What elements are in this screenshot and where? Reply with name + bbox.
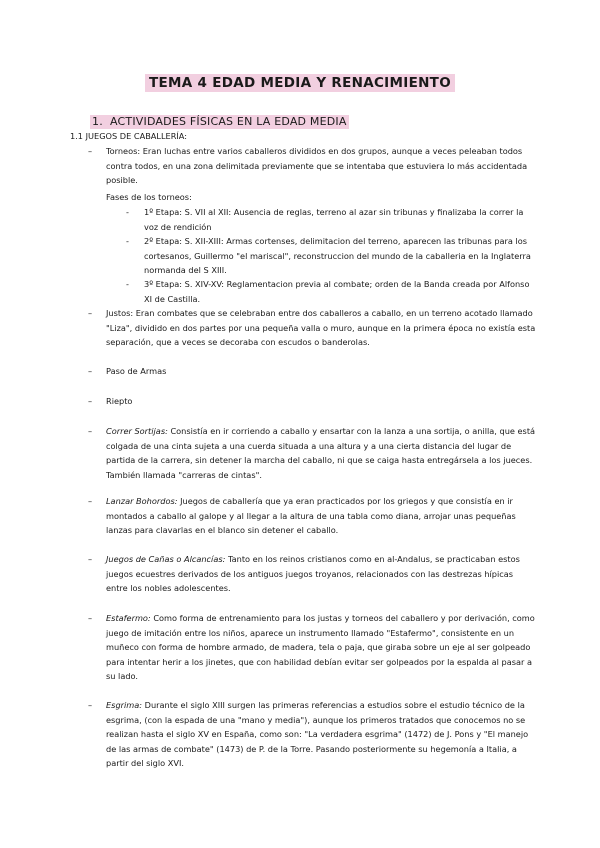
item-text	[106, 306, 536, 350]
item-body: Consistía en ir corriendo a caballo y ensartar con la lanza a una sortija, o anilla, que está colgada de una cinta sujeta a una cuerda situada a una altura y a una cierta distancia del lugar de partida de la carrera, sin detener la marcha del caballo, ni que se caiga hasta entregársela a los jueces. También llamada "carreras de cintas".	[106, 426, 536, 480]
bullet-dash: –	[88, 396, 93, 406]
item-label: Esgrima:	[106, 700, 143, 710]
bullet-dash: –	[88, 146, 93, 156]
fases-label: Fases de los torneos:	[106, 192, 192, 202]
item-label: Correr Sortijas:	[106, 426, 168, 436]
list-item-torneos	[88, 144, 536, 188]
item-body: Tanto en los reinos cristianos como en al-Andalus, se practicaban estos juegos ecuestres derivados de los antiguos juegos troyanos, relacionados con las destrezas hípicas entre los nobles adolescentes.	[106, 554, 520, 594]
item-text	[106, 552, 536, 596]
item-label: Torneos:	[106, 146, 141, 156]
list-item-fase-1	[126, 205, 536, 234]
bullet-dash: –	[88, 308, 93, 318]
item-label: Justos:	[106, 308, 134, 318]
item-text	[106, 698, 536, 771]
bullet-dash: -	[126, 236, 129, 246]
list-item-sortijas	[88, 424, 536, 482]
list-item-fase-3	[126, 277, 536, 306]
list-item-fase-2	[126, 234, 536, 278]
item-text	[106, 424, 536, 482]
item-label: Riepto	[106, 396, 133, 406]
list-item-esgrima	[88, 698, 536, 771]
bullet-dash: –	[88, 366, 93, 376]
item-label: Paso de Armas	[106, 366, 167, 376]
section-label: ACTIVIDADES FÍSICAS EN LA EDAD MEDIA	[110, 115, 347, 128]
list-item-riepto	[88, 394, 536, 409]
list-item-bohordos	[88, 494, 536, 538]
item-label: Juegos de Cañas o Alcancías:	[106, 554, 226, 564]
item-text	[106, 144, 536, 188]
item-text	[106, 611, 536, 684]
item-body: Eran luchas entre varios caballeros divididos en dos grupos, aunque a veces peleaban todos contra todos, en una zona delimitada previamente que se intentaba que estuviera lo más accidentada posible.	[106, 146, 528, 186]
bullet-dash: -	[126, 279, 129, 289]
bullet-dash: –	[88, 700, 93, 710]
list-item-paso	[88, 364, 536, 379]
section-heading	[90, 115, 349, 129]
page-title: TEMA 4 EDAD MEDIA Y RENACIMIENTO	[145, 74, 455, 92]
item-body: Como forma de entrenamiento para los justas y torneos del caballero y por derivación, como juego de imitación entre los niños, aparece un instrumento llamado "Estafermo", consistente en un muñeco con forma de hombre armado, de madera, tela o paja, que giraba sobre un eje al ser golpeado para intentar herir a los jinetes, que con habilidad debían evitar ser golpeados por la espalda al pasar a su lado.	[106, 613, 535, 682]
list-item-canas	[88, 552, 536, 596]
item-body: 3º Etapa: S. XIV-XV: Reglamentacion previa al combate; orden de la Banda creada por Alfonso XI de Castilla.	[144, 279, 530, 304]
bullet-dash: –	[88, 554, 93, 564]
section-number: 1.	[92, 115, 103, 128]
bullet-dash: –	[88, 496, 93, 506]
item-body: 2º Etapa: S. XII-XIII: Armas cortenses, delimitacion del terreno, aparecen las tribunas para los cortesanos, Guillermo "el mariscal", reconstruccion del mundo de la caballeria en la Inglaterra normanda del S XIII.	[144, 236, 531, 276]
item-label: Estafermo:	[106, 613, 151, 623]
item-body: 1º Etapa: S. VII al XII: Ausencia de reglas, terreno al azar sin tribunas y finalizaba la correr la voz de rendición	[144, 207, 524, 232]
bullet-dash: -	[126, 207, 129, 217]
title-container	[0, 72, 600, 92]
subsection-heading: 1.1 JUEGOS DE CABALLERÍA:	[70, 131, 188, 141]
item-body: Durante el siglo XIII surgen las primeras referencias a estudios sobre el estudio técnico de la esgrima, (con la espada de una "mano y media"), aunque los primeros tratados que conocemos no se realizan hasta el siglo XV en España, como son: "La verdadera esgrima" (1472) de J. Pons y "El manejo de las armas de combate" (1473) de P. de la Torre. Pasando posteriormente su hegemonía a Italia, a partir del siglo XVI.	[106, 700, 529, 769]
bullet-dash: –	[88, 613, 93, 623]
item-text	[106, 494, 536, 538]
bullet-dash: –	[88, 426, 93, 436]
list-item-estafermo	[88, 611, 536, 684]
list-item-justos	[88, 306, 536, 350]
item-label: Lanzar Bohordos:	[106, 496, 178, 506]
item-body: Eran combates que se celebraban entre dos caballeros a caballo, en un terreno acotado llamado "Liza", dividido en dos partes por una pequeña valla o muro, aunque en la primera época no existía esta separación, que a veces se decoraba con escudos o banderolas.	[106, 308, 536, 348]
item-body: Juegos de caballería que ya eran practicados por los griegos y que consistía en ir montados a caballo al galope y al llegar a la altura de una tabla como diana, arrojar unas pequeñas lanzas para clavarlas en el blanco sin detener el caballo.	[106, 496, 516, 536]
